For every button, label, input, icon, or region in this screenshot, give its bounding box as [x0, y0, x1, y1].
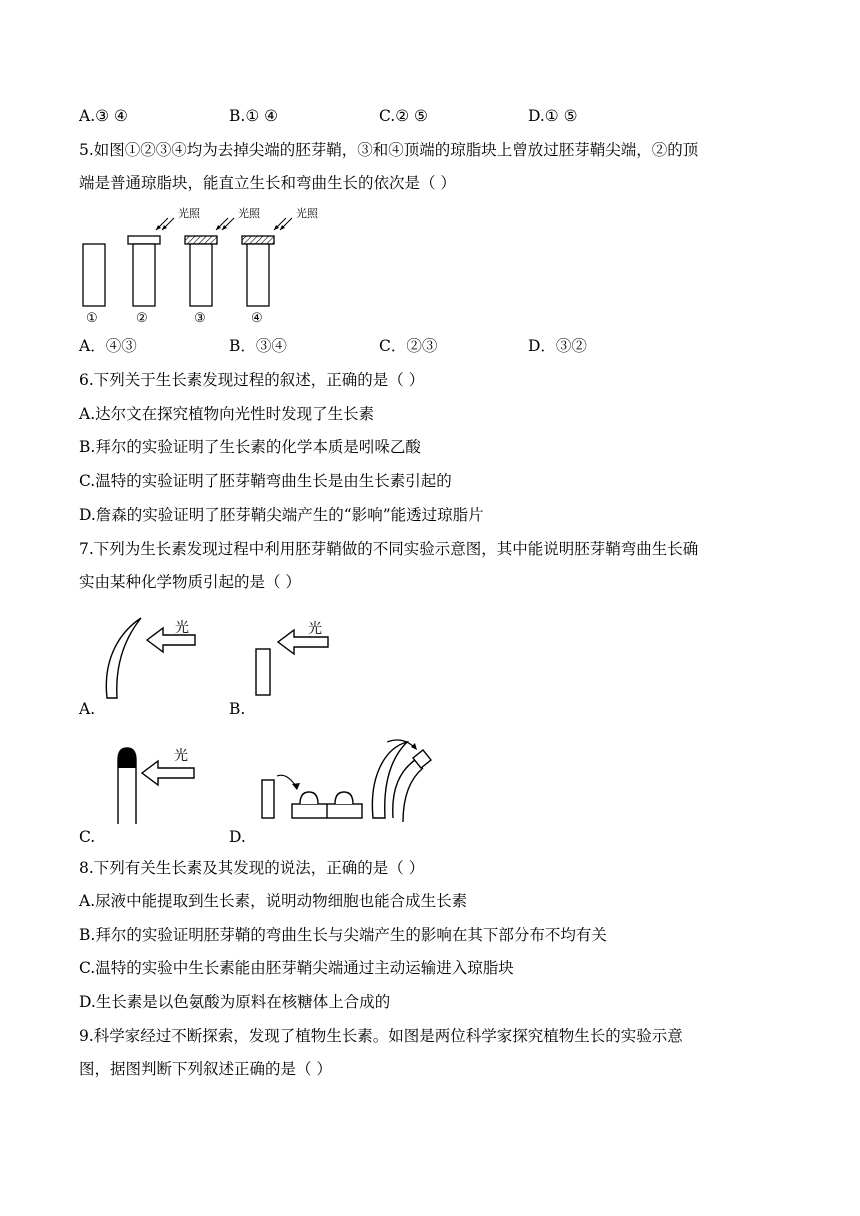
q5-option-a: A．④③	[79, 337, 137, 355]
q9-stem-line1: 9.科学家经过不断探索，发现了植物生长素。如图是两位科学家探究植物生长的实验示意	[79, 1027, 683, 1045]
light-label-a: 光	[175, 620, 189, 636]
q6-option-d: D.詹森的实验证明了胚芽鞘尖端产生的“影响”能透过琼脂片	[79, 506, 484, 524]
q6-option-b: B.拜尔的实验证明了生长素的化学本质是吲哚乙酸	[79, 438, 421, 456]
light-label-2: 光照	[178, 207, 200, 220]
light-label-b: 光	[308, 621, 322, 637]
q8-option-d: D.生长素是以色氨酸为原料在核糖体上合成的	[79, 993, 391, 1011]
coleoptile-1	[83, 244, 105, 306]
item-label-2: ②	[136, 311, 148, 326]
q7-stem-line2: 实由某种化学物质引起的是（ ）	[79, 573, 301, 591]
q8-option-a: A.尿液中能提取到生长素，说明动物细胞也能合成生长素	[79, 892, 468, 910]
item-label-1: ①	[86, 311, 98, 326]
q5-stem-line2: 端是普通琼脂块，能直立生长和弯曲生长的依次是（ ）	[79, 174, 456, 192]
q4-option-b: B.① ④	[229, 107, 279, 125]
q4-option-a: A.③ ④	[79, 107, 128, 125]
coleoptile-4	[247, 244, 269, 306]
q7-stem-line1: 7.下列为生长素发现过程中利用胚芽鞘做的不同实验示意图，其中能说明胚芽鞘弯曲生长确	[79, 540, 699, 558]
q5-figure	[78, 200, 348, 328]
q6-option-a: A.达尔文在探究植物向光性时发现了生长素	[79, 405, 375, 423]
light-label-3: 光照	[238, 207, 260, 220]
q7-figure-d	[255, 736, 435, 828]
q4-option-d: D.① ⑤	[528, 107, 578, 125]
q5-option-d: D．③②	[528, 337, 587, 355]
q7-figure-b	[250, 615, 340, 700]
treated-agar-block-4	[242, 236, 274, 244]
light-label-4: 光照	[296, 207, 318, 220]
q8-stem: 8.下列有关生长素及其发现的说法，正确的是（ ）	[79, 859, 425, 877]
q5-option-c: C．②③	[379, 337, 438, 355]
q4-option-c: C.② ⑤	[379, 107, 428, 125]
q8-option-c: C.温特的实验中生长素能由胚芽鞘尖端通过主动运输进入琼脂块	[79, 959, 514, 977]
q9-stem-line2: 图，据图判断下列叙述正确的是（ ）	[79, 1060, 332, 1078]
q5-option-b: B．③④	[229, 337, 287, 355]
q7-option-b-label: B.	[229, 700, 246, 718]
coleoptile-2	[133, 244, 155, 306]
q7-option-c-label: C.	[79, 828, 96, 846]
q7-figure-c	[110, 738, 205, 828]
plain-agar-block-2	[128, 236, 160, 244]
coleoptile-3	[190, 244, 212, 306]
q6-stem: 6.下列关于生长素发现过程的叙述，正确的是（ ）	[79, 371, 425, 389]
q6-option-c: C.温特的实验证明了胚芽鞘弯曲生长是由生长素引起的	[79, 472, 452, 490]
q7-figure-a	[95, 612, 210, 700]
treated-agar-block-3	[185, 236, 217, 244]
q7-option-a-label: A.	[79, 700, 96, 718]
item-label-4: ④	[251, 311, 263, 326]
q7-option-d-label: D.	[229, 828, 246, 846]
item-label-3: ③	[194, 311, 206, 326]
light-label-c: 光	[174, 748, 188, 764]
q5-stem-line1: 5.如图①②③④均为去掉尖端的胚芽鞘，③和④顶端的琼脂块上曾放过胚芽鞘尖端，②的顶	[79, 141, 699, 159]
q8-option-b: B.拜尔的实验证明胚芽鞘的弯曲生长与尖端产生的影响在其下部分布不均有关	[79, 926, 607, 944]
